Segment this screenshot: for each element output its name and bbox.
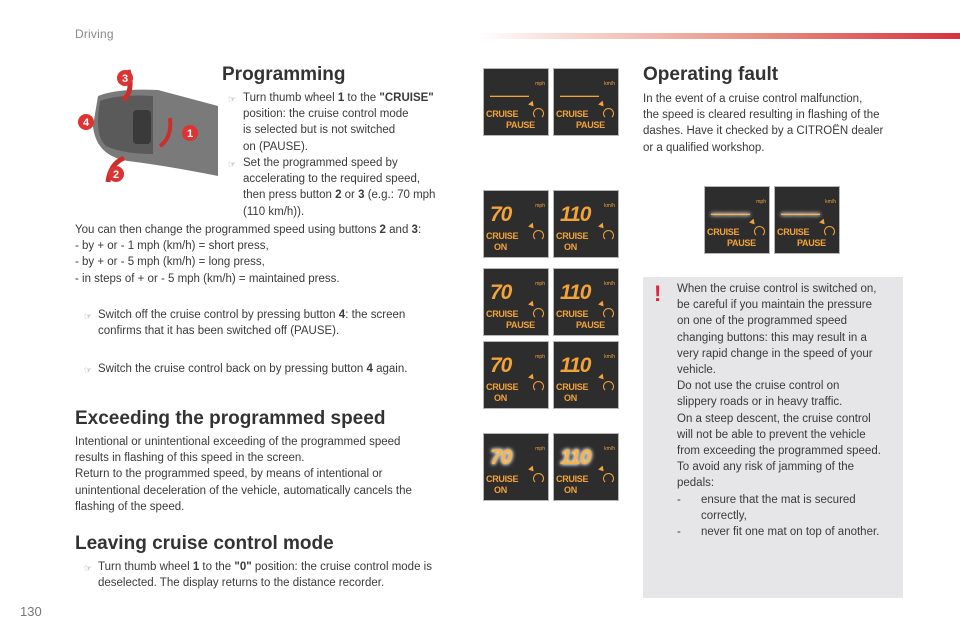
switch-on-step: Switch the cruise control back on by pressing button 4 again. <box>98 363 408 375</box>
svg-text:2: 2 <box>112 169 120 181</box>
display-speed: 110 <box>560 446 591 469</box>
display-speed: ——— <box>711 206 750 221</box>
display-unit: mph <box>535 281 545 287</box>
exclamation-icon: ! <box>654 281 662 306</box>
leaving-step: Turn thumb wheel 1 to the "0" position: the cruise control mode is deselected. The display returns to the distance recorder. <box>98 561 432 590</box>
arrow-icon <box>598 223 606 231</box>
svg-text:1: 1 <box>186 128 194 140</box>
cruise-display-panel <box>483 433 549 501</box>
exceeding-text: Intentional or unintentional exceeding of the programmed speed results in flashing of this speed in the screen. Return to the programmed speed, by means of intentional or unintentional deceleration of the vehicle, automatically cancels the flashing of the speed. <box>75 436 412 513</box>
list-dash: - <box>677 526 681 539</box>
cruise-display-panel <box>483 341 549 409</box>
cruise-display-panel <box>483 68 549 136</box>
display-speed: 70 <box>490 446 512 469</box>
cruise-display-panel <box>704 186 770 254</box>
warning-line: On a steep descent, the cruise control <box>677 412 871 425</box>
display-unit: km/h <box>604 446 615 452</box>
warning-list-item <box>677 508 881 524</box>
warning-line: changing buttons: this may result in a <box>677 331 867 344</box>
arrow-icon <box>819 219 827 227</box>
pointer-bullet-icon: ☞ <box>84 365 93 375</box>
display-unit: km/h <box>604 354 615 360</box>
arrow-icon <box>528 374 536 382</box>
callout-1 <box>182 125 198 141</box>
warning-text <box>677 281 881 540</box>
display-cruise-label: CRUISE <box>486 474 519 484</box>
svg-text:4: 4 <box>82 117 90 129</box>
arrow-icon <box>749 219 757 227</box>
cruise-display-panel <box>553 190 619 258</box>
display-cruise-label: CRUISE <box>486 109 519 119</box>
warning-line: Do not use the cruise control on <box>677 380 840 393</box>
cruise-display-panel <box>553 341 619 409</box>
speedometer-icon <box>603 108 614 119</box>
display-speed: ——— <box>560 88 599 103</box>
warning-list-item <box>677 492 881 508</box>
cruise-lever-illustration <box>68 66 218 191</box>
programming-step-1: Turn thumb wheel 1 to the "CRUISE" position: the cruise control mode is selected but is not switched on (PAUSE). <box>243 92 434 153</box>
exceeding-heading: Exceeding the programmed speed <box>75 408 386 429</box>
display-status-label: PAUSE <box>506 120 535 130</box>
display-speed: 110 <box>560 281 591 304</box>
display-unit: mph <box>535 81 545 87</box>
cruise-display-panel <box>553 433 619 501</box>
programming-heading: Programming <box>222 64 346 85</box>
list-text: never fit one mat on top of another. <box>701 526 880 539</box>
pointer-bullet-icon: ☞ <box>228 94 237 104</box>
warning-line: When the cruise control is switched on, <box>677 283 877 295</box>
display-status-label: PAUSE <box>576 120 605 130</box>
display-unit: km/h <box>825 199 836 205</box>
warning-line: will not be able to prevent the vehicle <box>677 428 866 441</box>
arrow-icon <box>528 101 536 109</box>
arrow-icon <box>528 301 536 309</box>
speedometer-icon <box>533 473 544 484</box>
display-status-label: ON <box>494 393 507 403</box>
display-cruise-label: CRUISE <box>486 382 519 392</box>
list-text: correctly, <box>701 509 747 522</box>
display-status-label: PAUSE <box>797 238 826 248</box>
cruise-display-panel <box>483 268 549 336</box>
speedometer-icon <box>533 230 544 241</box>
warning-line: To avoid any risk of jamming of the <box>677 461 855 474</box>
display-unit: km/h <box>604 81 615 87</box>
warning-line: from exceeding the programmed speed. <box>677 445 881 458</box>
display-cruise-label: CRUISE <box>556 231 589 241</box>
warning-line: vehicle. <box>677 364 716 377</box>
display-status-label: ON <box>494 242 507 252</box>
display-speed: 70 <box>490 203 512 226</box>
display-cruise-label: CRUISE <box>556 382 589 392</box>
display-cruise-label: CRUISE <box>486 309 519 319</box>
display-cruise-label: CRUISE <box>486 231 519 241</box>
arrow-icon <box>528 223 536 231</box>
display-speed: ——— <box>781 206 820 221</box>
pointer-bullet-icon: ☞ <box>84 563 93 573</box>
svg-text:3: 3 <box>121 73 129 85</box>
switch-off-step: Switch off the cruise control by pressing button 4: the screen confirms that it has been switched off (PAUSE). <box>98 309 406 338</box>
display-status-label: ON <box>494 485 507 495</box>
operating-fault-heading: Operating fault <box>643 64 779 85</box>
pointer-bullet-icon: ☞ <box>84 311 93 321</box>
list-text: ensure that the mat is secured <box>701 493 856 506</box>
list-dash: - <box>677 493 681 506</box>
display-status-label: ON <box>564 485 577 495</box>
cruise-display-panel <box>774 186 840 254</box>
operating-fault-text: In the event of a cruise control malfunction, the speed is cleared resulting in flashing of the dashes. Have it checked by a CITROËN dealer or a qualified workshop. <box>643 93 884 154</box>
speedometer-icon <box>754 226 765 237</box>
display-speed: ——— <box>490 88 529 103</box>
speedometer-icon <box>824 226 835 237</box>
warning-list-item <box>677 524 881 540</box>
callout-4 <box>78 114 94 130</box>
speedometer-icon <box>603 381 614 392</box>
display-unit: km/h <box>604 281 615 287</box>
page-number: 130 <box>20 604 42 619</box>
cruise-display-panel <box>483 190 549 258</box>
arrow-icon <box>528 466 536 474</box>
display-cruise-label: CRUISE <box>707 227 740 237</box>
display-cruise-label: CRUISE <box>556 109 589 119</box>
display-status-label: PAUSE <box>576 320 605 330</box>
speedometer-icon <box>533 308 544 319</box>
speedometer-icon <box>603 308 614 319</box>
display-speed: 70 <box>490 281 512 304</box>
display-status-label: ON <box>564 393 577 403</box>
speedometer-icon <box>603 473 614 484</box>
speed-change-text: You can then change the programmed speed using buttons 2 and 3: - by + or - 1 mph (km/h) = short press, - by + or - 5 mph (km/h) = long press, - in steps of + or - 5 mph (km/h) = maintained press. <box>75 224 422 285</box>
display-status-label: ON <box>564 242 577 252</box>
pointer-bullet-icon: ☞ <box>228 159 237 169</box>
arrow-icon <box>598 301 606 309</box>
cruise-display-panel <box>553 268 619 336</box>
display-unit: mph <box>535 203 545 209</box>
speedometer-icon <box>533 108 544 119</box>
header-accent-bar <box>478 33 960 39</box>
leaving-heading: Leaving cruise control mode <box>75 533 334 554</box>
callout-3 <box>117 70 133 86</box>
cruise-display-panel <box>553 68 619 136</box>
display-status-label: PAUSE <box>727 238 756 248</box>
speedometer-icon <box>533 381 544 392</box>
warning-line: very rapid change in the speed of your <box>677 347 873 360</box>
warning-line: on one of the programmed speed <box>677 315 848 328</box>
programming-step-2: Set the programmed speed by accelerating to the required speed, then press button 2 or 3 (e.g.: 70 mph (110 km/h)). <box>243 157 436 218</box>
display-speed: 110 <box>560 203 591 226</box>
arrow-icon <box>598 374 606 382</box>
display-unit: mph <box>535 354 545 360</box>
display-unit: km/h <box>604 203 615 209</box>
display-cruise-label: CRUISE <box>777 227 810 237</box>
display-unit: mph <box>756 199 766 205</box>
display-unit: mph <box>535 446 545 452</box>
display-status-label: PAUSE <box>506 320 535 330</box>
warning-line: pedals: <box>677 477 715 490</box>
display-cruise-label: CRUISE <box>556 474 589 484</box>
section-header: Driving <box>75 27 114 41</box>
warning-line: be careful if you maintain the pressure <box>677 299 872 312</box>
display-speed: 110 <box>560 354 591 377</box>
arrow-icon <box>598 101 606 109</box>
display-cruise-label: CRUISE <box>556 309 589 319</box>
display-speed: 70 <box>490 354 512 377</box>
speedometer-icon <box>603 230 614 241</box>
warning-line: slippery roads or in heavy traffic. <box>677 396 843 409</box>
arrow-icon <box>598 466 606 474</box>
callout-2 <box>108 166 124 182</box>
